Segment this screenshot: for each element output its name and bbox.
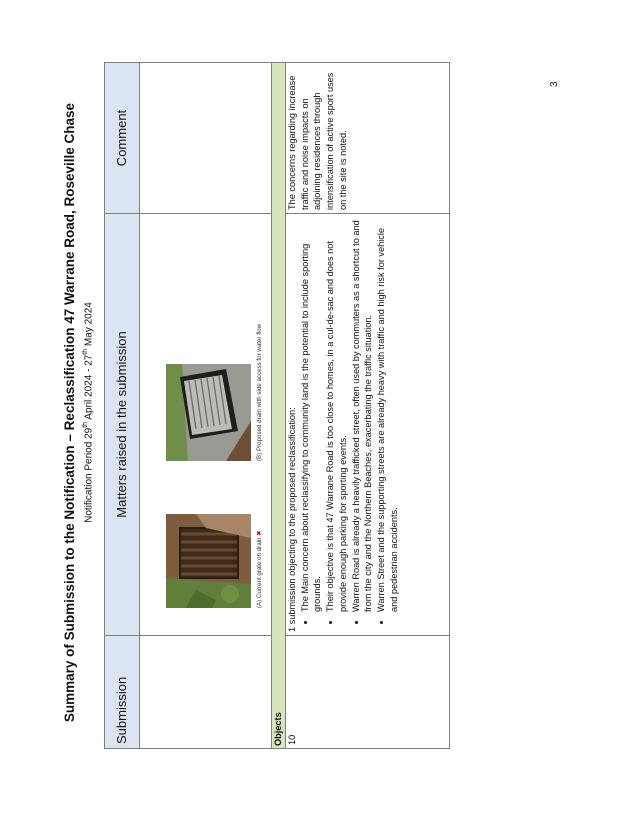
comment-cell: The concerns regarding increase traffic and noise impacts on adjoining residences through intensification of active sport uses on the site is noted. — [286, 63, 450, 214]
header-row — [105, 63, 140, 749]
submission-table — [104, 62, 450, 749]
header-matters: Matters raised in the submission — [105, 214, 140, 636]
list-item: • The Main concern about reclassifying to community land is the potential to include sporting grounds. — [299, 217, 324, 612]
subtitle-suffix: May 2024 — [83, 302, 95, 349]
header-submission: Submission — [105, 636, 140, 749]
matters-intro: 1 submission objecting to the proposed reclassification: — [287, 407, 297, 632]
page-title: Summary of Submission to the Notification – Reclassification 47 Warrane Road, Roseville Chase — [62, 102, 77, 723]
submission-number: 10 — [286, 636, 450, 749]
page-subtitle — [82, 0, 94, 825]
subtitle-sup-1: th — [82, 421, 89, 428]
objects-group-row — [272, 63, 286, 749]
image-row — [140, 63, 272, 749]
list-item: • Their objective is that 47 Warrane Road is too close to homes, in a cul-de-sac and does not provide enough parking for sporting events. — [324, 217, 349, 612]
proposed-drain-caption: (B) Proposed drain with side access for water flow — [256, 323, 263, 461]
subtitle-prefix: Notification Period 29 — [83, 427, 95, 523]
proposed-drain-photo — [166, 364, 251, 461]
image-row-comment-cell — [140, 63, 272, 214]
subtitle-middle: April 2024 - 27 — [83, 354, 95, 422]
header-comment: Comment — [105, 63, 140, 214]
objects-group-label: Objects — [272, 63, 286, 749]
current-grate-caption-text: (A) Current grate on drain — [256, 537, 263, 608]
image-row-matters-cell — [140, 214, 272, 636]
matters-list — [299, 217, 401, 632]
current-grate-caption — [254, 531, 267, 608]
matters-cell — [286, 214, 450, 636]
submission-row — [286, 63, 450, 749]
current-grate-photo — [166, 514, 251, 608]
list-item: • Warren Street and the supporting streets are already heavy with traffic and high risk for vehicle and pedestrian accidents. — [375, 217, 400, 612]
subtitle-sup-2: th — [82, 348, 89, 355]
list-item: • Warren Road is already a heavily trafficked street, often used by commuters as a shortcut to and from the city and the Northern Beaches, exacerbating the traffic situation. — [350, 217, 375, 612]
page-number: 3 — [549, 81, 560, 87]
red-cross-mark: ✖ — [256, 530, 263, 536]
image-row-submission-cell — [140, 636, 272, 749]
